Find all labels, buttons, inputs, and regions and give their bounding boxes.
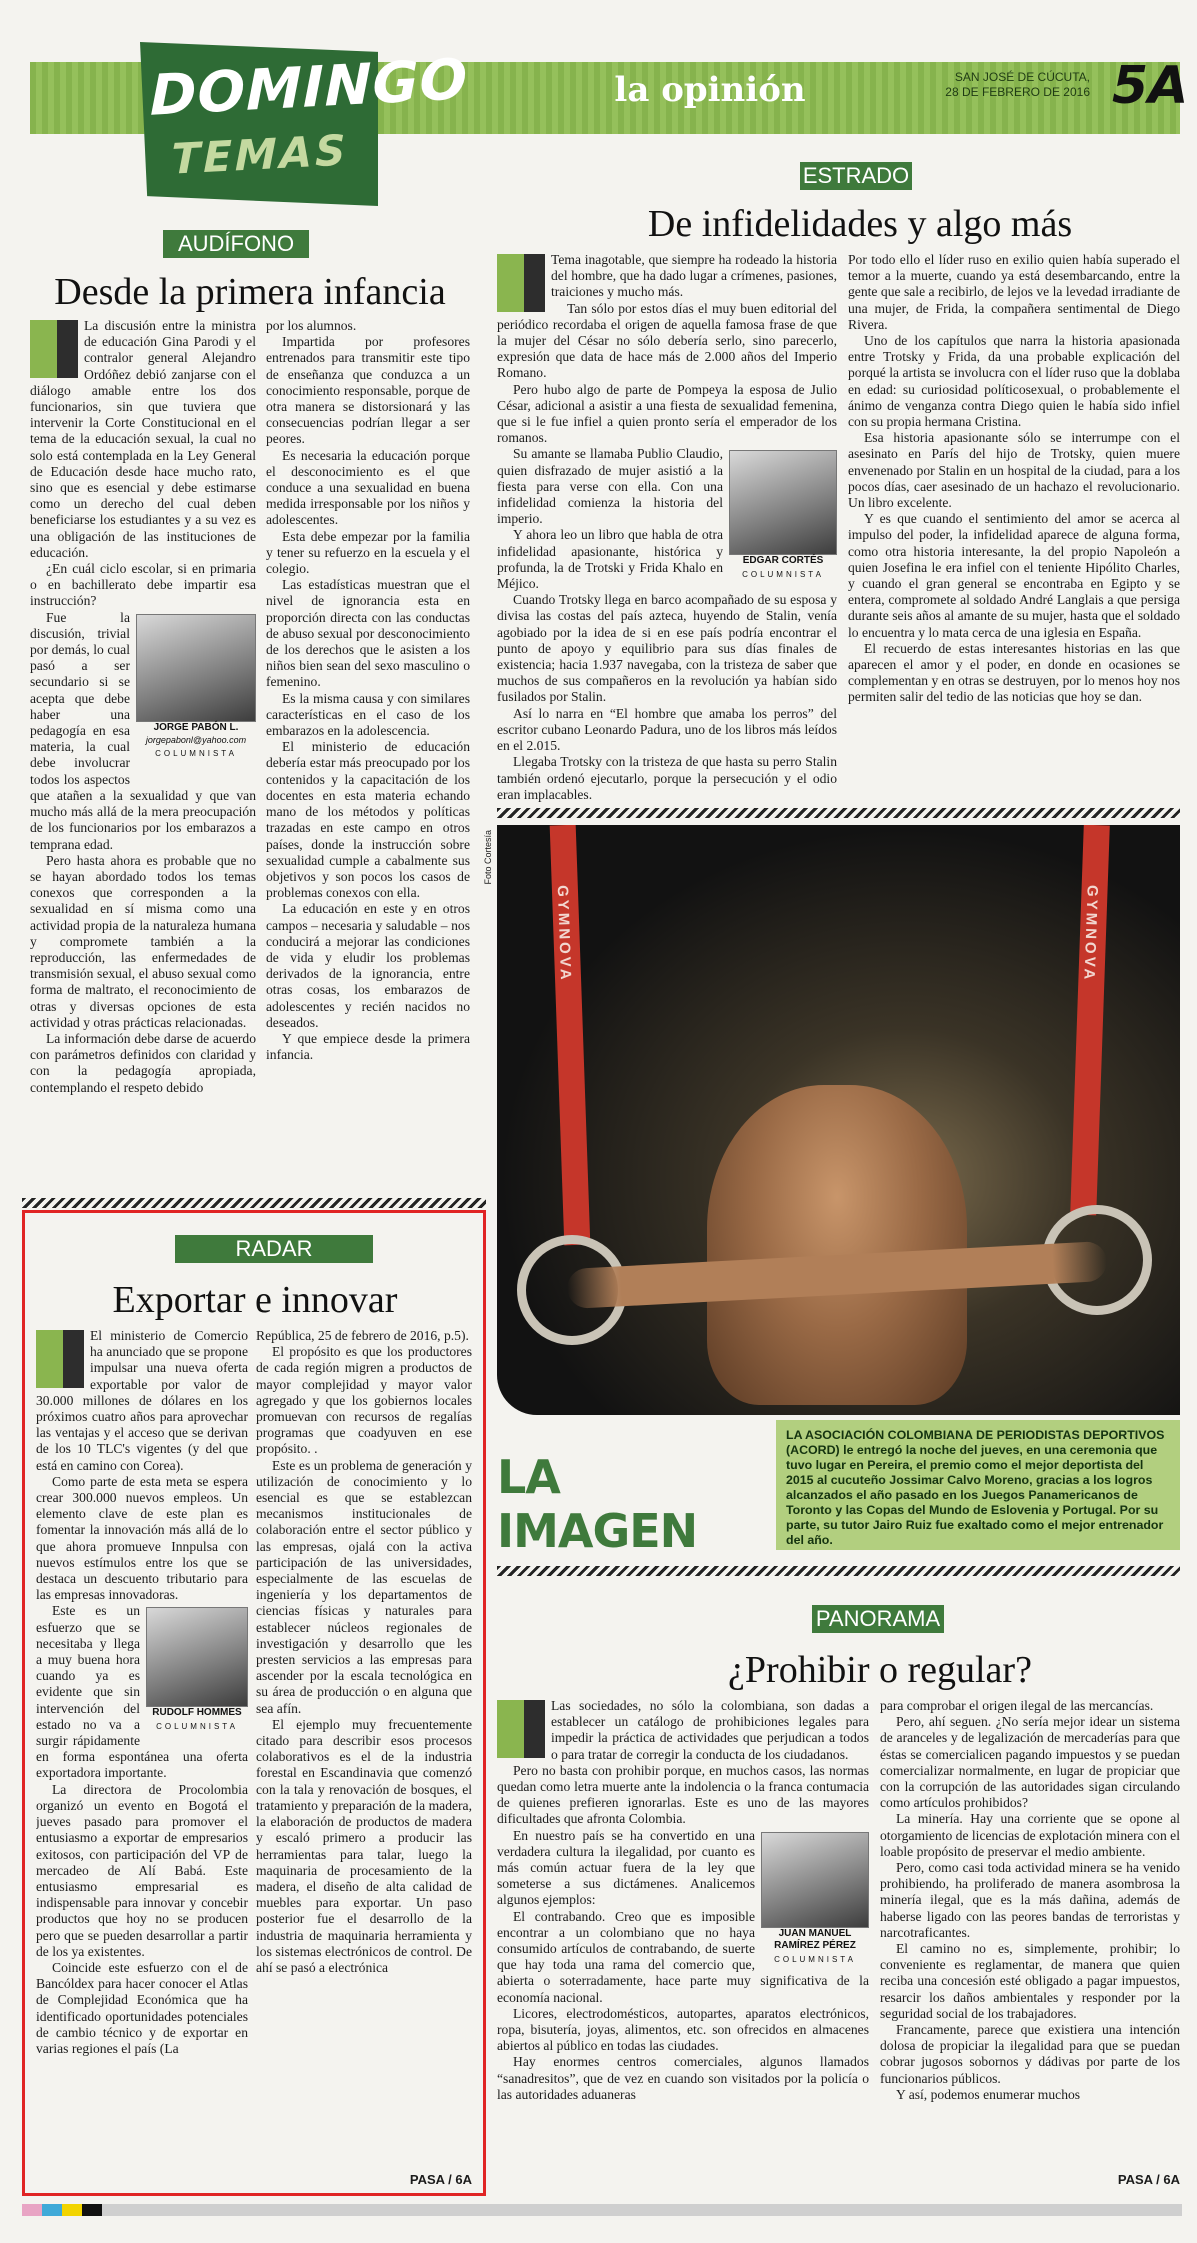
- paragraph: Y que empiece desde la primera infancia.: [266, 1030, 470, 1063]
- drop-cap-block: [36, 1330, 84, 1388]
- section-divider: [497, 1566, 1180, 1576]
- paragraph: Es necesaria la educación porque el desconocimiento es el que conduce a una sexualidad en buena medida irresponsable por los niños y adolescentes.: [266, 447, 470, 528]
- continues-link[interactable]: PASA / 6A: [409, 2172, 472, 2187]
- columnist-photo-block: [146, 1607, 248, 1737]
- newspaper-masthead: la opinión: [614, 70, 806, 110]
- drop-cap-block: [497, 254, 545, 312]
- paragraph: Es la misma causa y con similares características en el caso de los embarazos en la adolescencia.: [266, 690, 470, 739]
- paragraph: Este es un problema de generación y utilización de conocimiento y lo esencial es que se establezcan mecanismos institucionales de colaboración entre el sector público y las empresas, ojalá con la activa participación de las universidades, especialmente de las escuelas de ingeniería y los departamentos de ciencias físicas y naturales para establecer núcleos regionales de investigación y desarrollo que les presten servicios a las empresas para ascender por la escala tecnológica en su área de producción o en alguna que sea afín.: [256, 1457, 472, 1716]
- paragraph: Hay enormes centros comerciales, algunos llamados “sanadresitos”, que de vez en cuando son visitados por la policía o las autoridades aduaneras: [497, 2054, 869, 2102]
- panorama-column-2: [880, 1698, 1180, 2172]
- paragraph: Esa historia apasionante sólo se interrumpe con el asesinato en París del hijo de Trotsky, quien muere envenenado por Stalin en un hospital de la ciudad, para a los pocos días, caer asesinado de un hachazo el revolucionario. Un libro excelente.: [848, 430, 1180, 511]
- paragraph: El propósito es que los productores de cada región migren a productos de mayor complejidad y mayor valor agregado y que los gobiernos locales promuevan con recursos de regalías programas que coadyuven en ese propósito. .: [256, 1344, 472, 1457]
- paragraph: En nuestro país se ha convertido en una verdadera cultura la ilegalidad, por cuanto es más común actuar fuera de la ley que someterse a sus dictámenes. Analicemos algunos ejemplos:: [497, 1827, 755, 1908]
- paragraph: Así lo narra en “El hombre que amaba los perros” del escritor cubano Leonardo Padura, uno de los libros más leídos en el 2.015.: [497, 705, 837, 754]
- drop-cap-block: [497, 1700, 545, 1758]
- strap-brand: GYMNOVA: [553, 884, 575, 983]
- paragraph: por los alumnos.: [266, 318, 357, 333]
- columnist-photo: [136, 614, 256, 722]
- columnist-photo: [146, 1607, 248, 1707]
- columnist-role: COLUMNISTA: [156, 1722, 238, 1732]
- drop-cap-block: [30, 320, 78, 378]
- paragraph: República, 25 de febrero de 2016, p.5).: [256, 1328, 469, 1343]
- paragraph: El ministerio de Comercio ha anunciado que se propone impulsar una nueva oferta exportable por valor de 30.000 millones de dólares en los próximos cuatro años para aprovechar las ventajas y el acceso que se derivan de los 10 TLC's vigentes (y del que está en camino con Corea).: [36, 1328, 248, 1473]
- photo-credit: Foto Cortesía: [483, 830, 493, 885]
- gymnast-photo: [497, 825, 1180, 1415]
- paragraph: Francamente, parece que existiera una intención dolosa de propiciar la ilegalidad para que se puedan cobrar jugosos sobornos y dádivas por parte de los funcionarios públicos.: [880, 2022, 1180, 2086]
- paragraph: La directora de Procolombia organizó un evento en Bogotá el jueves pasado para promover el entusiasmo a exportar de empresarios exitosos, con participación del VP de mercadeo de Alí Babá. Este entusiasmo empresarial es indispensable para innovar y concebir productos que hoy no se producen pero que se pueden desarrollar a partir de los ya existentes.: [36, 1781, 248, 1959]
- paragraph: Cuando Trotsky llega en barco acompañado de su esposa y divisa las costas del país azteca, huyendo de Stalin, venía agobiado por la idea de si en ese país podría encontrar el punto de apoyo y equilibrio para sus días finales de existencia; hacia 1.937 navegaba, con la tristeza de saber que muchos de sus compañeros en la revolución ya habían sido fusilados por Stalin.: [497, 592, 837, 705]
- radar-column-2: [256, 1328, 472, 2170]
- estrado-column-2: [848, 252, 1180, 807]
- section-divider: [22, 1198, 486, 1208]
- paragraph: La educación en este y en otros campos – necesaria y saludable – nos conducirá a mejorar las condiciones de vida y eludir los problemas derivados de la ignorancia, entre otras cosas, los embarazos de adolescentes y recién nacidos no deseados.: [266, 901, 470, 1030]
- paragraph: Pero, ahí seguen. ¿No sería mejor idear un sistema de aranceles y de legalización de mercaderías para que éstas se comercialicen pagando impuestos y se puedan comercializar normalmente, en lugar de propiciar que con la corrupción de las autoridades sigan circulando como artículos prohibidos?: [880, 1714, 1180, 1811]
- columnist-name-line1: JUAN MANUEL: [778, 1927, 852, 1939]
- section-logo-temas: TEMAS: [171, 125, 349, 184]
- strap-brand: GYMNOVA: [1080, 884, 1101, 983]
- paragraph: para comprobar el origen ilegal de las mercancías.: [880, 1698, 1154, 1713]
- paragraph: Y ahora leo un libro que habla de otra infidelidad apasionante, histórica y profunda, la de Trotski y Frida Khalo en Méjico.: [497, 527, 723, 592]
- columnist-photo-block: [136, 614, 256, 774]
- paragraph: El contrabando. Creo que es imposible encontrar a un colombiano que no haya consumido artículos de contrabando, de suerte que hay toda una rama del comercio que, abierta o soterradamente, hace parte muy significativa de la economía nacional.: [497, 1908, 869, 2005]
- paragraph: Licores, electrodomésticos, autopartes, aparatos electrónicos, ropa, bisutería, joyas, alimentos, etc. son ofrecidos en almacenes abiertos al público en todas las ciudades.: [497, 2005, 869, 2054]
- columnist-photo: [761, 1832, 869, 1928]
- print-color-bar: [22, 2204, 1182, 2216]
- gymnast-figure: [707, 1085, 967, 1405]
- dateline: [920, 70, 1090, 100]
- paragraph: Y es que cuando el sentimiento del amor se acerca al impulso del poder, la infidelidad aparece de alguna forma, como otra historia interesante, la del propio Napoleón a quien Josefina le era infiel con el teniente Hipólito Charles, y cuando el gran general se encontraba en Egipto y se entera, compromete al soldado André Langlais a que persiga durante seis años al amante de su mujer, hasta que el soldado lo encuentra y lo mata cerca de una iglesia en España.: [848, 511, 1180, 640]
- estrado-section-tag: ESTRADO: [800, 162, 912, 190]
- paragraph: Tan sólo por estos días el muy buen editorial del periódico recordaba el origen de aquella famosa frase de que la mujer del César no sólo debería serlo, sino parecerlo, expresión que data de hace más de 2.000 años del Imperio Romano.: [497, 300, 837, 381]
- columnist-photo-block: [729, 450, 837, 585]
- columnist-role: COLUMNISTA: [774, 1954, 856, 1964]
- continues-link[interactable]: PASA / 6A: [1117, 2172, 1180, 2187]
- radar-column-1: [36, 1328, 248, 2188]
- section-divider: [497, 808, 1180, 818]
- dateline-city: SAN JOSÉ DE CÚCUTA,: [954, 70, 1090, 84]
- columnist-role: COLUMNISTA: [155, 748, 237, 758]
- columnist-photo-block: [761, 1832, 869, 1964]
- paragraph: La minería. Hay una corriente que se opone al otorgamiento de licencias de explotación minera con el loable propósito de preservar el medio ambiente.: [880, 1811, 1180, 1859]
- audifono-column-1: [30, 318, 256, 1198]
- radar-headline: Exportar e innovar: [112, 1279, 398, 1321]
- columnist-email: jorgepabonl@yahoo.com: [145, 734, 247, 745]
- estrado-headline: De infidelidades y algo más: [647, 203, 1073, 245]
- paragraph: Llegaba Trotsky con la tristeza de que hasta su perro Stalin también ordenó ejecutarlo, porque la persecución y el odio eran implacables.: [497, 754, 837, 802]
- paragraph: Por todo ello el líder ruso en exilio quien había superado el temor a la muerte, cuando ya está desembarcando, entre la gente que sale a recibirlo, de lejos ve la levedad irradiante de una mujer, de Frida, la compañera sentimental de Diego Rivera.: [848, 252, 1180, 332]
- columnist-name: JORGE PABÓN L.: [153, 721, 239, 733]
- paragraph: Tema inagotable, que siempre ha rodeado la historia del hombre, que ha dado lugar a crímenes, pasiones, traiciones y mucho más.: [551, 252, 837, 300]
- paragraph: ¿En cuál ciclo escolar, si en primaria o en bachillerato debe impartir esa instrucción?: [30, 561, 256, 609]
- panorama-column-1: [497, 1698, 869, 2188]
- paragraph: El recuerdo de estas interesantes historias en las que aparecen el amor y el poder, en donde en ocasiones se complementan y en otras se destruyen, por lo menos hoy nos permiten salir del tedio de las noticias que hoy se dan.: [848, 640, 1180, 705]
- photo-caption: LA ASOCIACIÓN COLOMBIANA DE PERIODISTAS DEPORTIVOS (ACORD) le entregó la noche del jueves, en una ceremonia que tuvo lugar en Pereira, el premio como el mejor deportista del 2015 al cucuteño Jossimar Calvo Moreno, gracias a los logros alcanzados el año pasado en los Juegos Panamericanos de Toronto y las Copas del Mundo de Eslovenia y Portugal. Por su parte, su tutor Jairo Ruiz fue exaltado como el mejor entrenador del año.: [776, 1420, 1180, 1550]
- columnist-name-line2: RAMÍREZ PÉREZ: [774, 1939, 856, 1951]
- audifono-section-tag: AUDÍFONO: [163, 230, 309, 258]
- section-logo-domingo: DOMINGO: [150, 47, 469, 129]
- paragraph: Pero hubo algo de parte de Pompeya la esposa de Julio César, adicional a asistir a una fiesta de sexualidad femenina, que si le fue infiel a quien pronto sería el emperador de los romanos.: [497, 381, 837, 446]
- paragraph: El ejemplo muy frecuentemente citado para describir esos procesos colaborativos es el de la industria forestal en Escandinavia que comenzó con la tala y renovación de bosques, el tratamiento y preparación de la madera, la elaboración de productos de madera y escaló primero a producir las herramientas para talar, luego la maquinaria de procesamiento de la madera, el diseño de alta calidad de muebles para exportar. Un paso posterior fue el desarrollo de la industria de maquinaria herramienta y los sistemas electrónicos de control. De ahí se pasó a electrónica: [256, 1716, 472, 1975]
- paragraph: Uno de los capítulos que narra la historia apasionada entre Trotsky y Frida, da una probable explicación del porqué la artista se involucra con el líder ruso que la doblaba en edad: su curiosidad políticosexual, o probablemente el ánimo de venganza contra Diego quien le había sido infiel con su propia hermana Cristina.: [848, 333, 1180, 430]
- paragraph: Impartida por profesores entrenados para transmitir este tipo de enseñanza que conduzca a un conocimiento responsable, porque de otra manera se distorsionará y las consecuencias podrían llegar a ser peores.: [266, 334, 470, 447]
- paragraph: Este es un esfuerzo que se necesitaba y llega a muy buena hora cuando ya es evidente que sin intervención del estado no va a surgir rápidamente en forma espontánea una oferta exportadora importante.: [36, 1603, 248, 1781]
- paragraph: Esta debe empezar por la familia y tener su refuerzo en la escuela y el colegio.: [266, 528, 470, 577]
- panorama-headline: ¿Prohibir o regular?: [728, 1649, 1032, 1691]
- paragraph: El ministerio de educación debería estar más preocupado por los contenidos y la capacitación de los docentes en esta materia echando mano de los métodos y políticas trazadas en este campo en otros países, donde la instrucción sobre sexualidad cumple a cabalmente sus objetivos y son pocos los casos de problemas conexos con ella.: [266, 739, 470, 901]
- page-number: 5A: [1112, 56, 1189, 116]
- la-imagen-title: LA IMAGEN: [497, 1450, 698, 1558]
- paragraph: La información debe darse de acuerdo con parámetros definidos con claridad y con la pedagogía apropiada, contemplando el respeto debido: [30, 1030, 256, 1095]
- panorama-section-tag: PANORAMA: [812, 1605, 944, 1633]
- ring-strap-right: [1070, 825, 1110, 1215]
- paragraph: Pero no basta con prohibir porque, en muchos casos, las normas quedan como letra muerte ante la indolencia o la franca contumacia de quienes prefieren ignorarlas. Este es uno de las mayores dificultades que afronta Colombia.: [497, 1762, 869, 1827]
- paragraph: Las sociedades, no sólo la colombiana, son dadas a establecer un catálogo de prohibiciones legales para impedir la práctica de actividades que perjudican a todos o para tratar de corregir la conducta de los ciudadanos.: [551, 1698, 869, 1762]
- paragraph: Pero hasta ahora es probable que no se hayan abordado todos los temas conexos que corresponden a la sexualidad en sí misma como una actividad propia de la naturaleza humana y compromete también a la reproducción, las enfermedades de transmisión sexual, el abuso sexual como forma de maltrato, el reconocimiento de otras y diversas opciones de esta actividad y otras prácticas relacionadas.: [30, 852, 256, 1030]
- radar-section-tag: RADAR: [175, 1235, 373, 1263]
- columnist-role: COLUMNISTA: [742, 570, 824, 580]
- columnist-name: EDGAR CORTÉS: [742, 555, 824, 567]
- paragraph: Como parte de esta meta se espera crear 300.000 nuevos empleos. Un elemento clave de este plan es fomentar la innovación más allá de lo que ahora promueve Innpulsa con nuevos estímulos entre los que se destaca un descuento tributario para las empresas innovadoras.: [36, 1473, 248, 1603]
- estrado-column-1: [497, 252, 837, 807]
- columnist-photo: [729, 450, 837, 555]
- ring-strap-left: [550, 825, 591, 1245]
- paragraph: Las estadísticas muestran que el nivel de ignorancia esta en proporción directa con las conductas de abuso sexual por desconocimiento de los derechos que le asisten a los niños bien sean del sexo masculino o femenino.: [266, 577, 470, 690]
- paragraph: Su amante se llamaba Publio Claudio, quien disfrazado de mujer asistió a la fiesta para verse con ella. Con una infidelidad comienza la historia del imperio.: [497, 446, 723, 527]
- paragraph: Pero, como casi toda actividad minera se ha venido prohibiendo, ha proliferado de manera asombrosa la minería ilegal, que es la más dañina, además de haberse ligado con las peores bandas de terroristas y narcotraficantes.: [880, 1860, 1180, 1940]
- paragraph: Fue la discusión, trivial por demás, lo cual pasó a ser secundario si se acepta que debe haber una pedagogía en esa materia, la cual debe involucrar todos los aspectos que atañen a la sexualidad y que van mucho más allá de la mera preocupación de los funcionarios por los embarazos a temprana edad.: [30, 609, 256, 852]
- dateline-date: 28 DE FEBRERO DE 2016: [945, 85, 1090, 99]
- paragraph: Coincide este esfuerzo con el de Bancóldex para hacer conocer el Atlas de Complejidad Económica que ha identificado oportunidades potenciales de cambio técnico y de exportar en varias regiones el país (La: [36, 1959, 248, 2056]
- audifono-headline: Desde la primera infancia: [54, 271, 446, 313]
- audifono-column-2: [266, 318, 470, 1198]
- paragraph: La discusión entre la ministra de educación Gina Parodi y el contralor general Alejandro Ordóñez debió zanjarse con el diálogo amable entre los dos funcionarios, sin que tuviera que intervenir la Corte Constitucional en el tema de la educación sexual, la cual no solo está contemplada en la Ley General de Educación desde hace mucho rato, sino que es esencial y debe estimarse como un derecho del cual deben beneficiarse los estudiantes y a su vez es una obligación de las instituciones de educación.: [30, 318, 256, 560]
- columnist-name: RUDOLF HOMMES: [152, 1707, 242, 1719]
- paragraph: Y así, podemos enumerar muchos: [896, 2086, 1081, 2102]
- paragraph: El camino no es, simplemente, prohibir; lo conveniente es reglamentar, de manera que quien reciba una concesión esté obligado a pagar impuestos, resarcir los daños ambientales y responder por la seguridad social de los trabajadores.: [880, 1941, 1180, 2021]
